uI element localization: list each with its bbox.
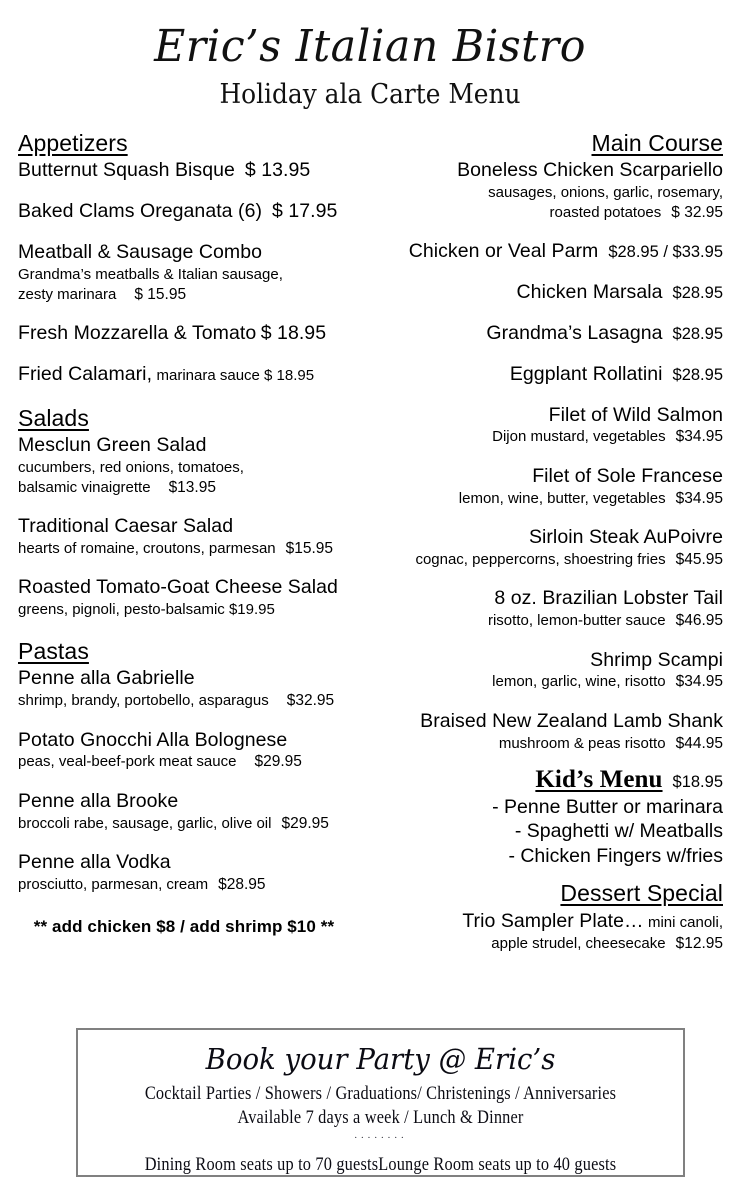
menu-item [374,465,723,509]
item-description-text: lemon, garlic, wine, risotto [492,673,666,691]
dotted-divider: ········ [353,1131,408,1144]
item-name: Eggplant Rollatini [509,362,663,385]
menu-item [18,790,364,834]
item-description: marinara sauce $ 18.95 [156,366,315,384]
section-heading-dessert-special: Dessert Special [560,880,723,907]
item-description-text: shrimp, brandy, portobello, asparagus [18,692,269,710]
item-description-text: apple strudel, cheesecake [491,934,666,952]
item-price: $15.95 [285,539,334,557]
section-heading-appetizers: Appetizers [18,130,128,156]
party-box-line-3: Dining Room seats up to 70 guestsLounge Room seats up to 40 guests [144,1153,617,1175]
menu-item [374,363,723,387]
party-box-line-2: Available 7 days a week / Lunch & Dinner [237,1107,524,1129]
item-description [374,427,723,447]
kids-menu-item: - Chicken Fingers w/fries [508,844,723,867]
item-name: 8 oz. Brazilian Lobster Tail [494,587,723,610]
item-price: $29.95 [254,753,302,771]
menu-item [18,241,364,305]
menu-item [18,515,364,559]
party-box-line-1: Cocktail Parties / Showers / Graduations/ Christenings / Anniversaries [144,1082,617,1104]
item-description [18,814,364,834]
item-name: Trio Sampler Plate… [462,909,644,932]
item-name: Penne alla Gabrielle [18,667,195,690]
item-description: greens, pignoli, pesto-balsamic $19.95 [18,601,275,619]
item-description [374,550,723,570]
item-name: Fried Calamari, [18,362,153,385]
item-description-text: risotto, lemon-butter sauce [487,612,666,630]
item-name: Meatball & Sausage Combo [18,241,263,263]
item-description-line2 [18,285,364,305]
menu-item [374,526,723,570]
item-price: $32.95 [286,692,335,710]
item-name: Roasted Tomato-Goat Cheese Salad [18,576,338,599]
item-price: $44.95 [675,734,723,752]
item-price: $28.95 [672,325,723,344]
item-name: Baked Clams Oreganata (6) [18,200,263,223]
addons-note: ** add chicken $8 / add shrimp $10 ** [33,917,335,937]
item-price: $34.95 [675,428,723,446]
menu-item [18,576,364,620]
item-price: $45.95 [675,550,723,568]
menu-item [18,322,364,346]
item-name: Penne alla Brooke [18,789,179,812]
item-name: Boneless Chicken Scarpariello [457,159,723,182]
section-heading-salads: Salads [18,404,89,431]
item-description-text: lemon, wine, butter, vegetables [458,489,666,507]
kids-menu-item: - Penne Butter or marinara [492,795,723,818]
menu-item [374,240,723,264]
item-description-text: Dijon mustard, vegetables [492,428,666,446]
item-description-text: zesty marinara [18,285,117,303]
item-price: $28.95 [672,284,723,303]
item-name: Chicken or Veal Parm [408,240,599,263]
item-description [374,489,723,509]
menu-item [374,649,723,693]
item-name: Filet of Wild Salmon [548,403,723,426]
dessert-name-line [374,910,723,934]
section-heading-kids-menu: Kid’s Menu [535,766,663,793]
menu-item [18,434,364,498]
item-description: sausages, onions, garlic, rosemary, [488,184,723,202]
menu-item [18,667,364,711]
menu-subtitle: Holiday ala Carte Menu [219,79,521,111]
item-description-text: cognac, peppercorns, shoestring fries [415,550,666,568]
item-name: Traditional Caesar Salad [18,515,234,538]
item-price: $ 15.95 [134,285,187,303]
menu-item [374,159,723,223]
item-price: $ 17.95 [272,200,338,223]
item-name: Penne alla Vodka [18,851,171,874]
item-description [374,672,723,692]
menu-item [18,851,364,895]
item-description-line2 [374,203,723,223]
menu-item [18,729,364,773]
menu-item [18,363,364,387]
item-description: cucumbers, red onions, tomatoes, [18,458,244,476]
item-name: Shrimp Scampi [590,648,723,671]
item-name: Potato Gnocchi Alla Bolognese [18,728,288,751]
item-description [18,752,364,772]
item-price: $13.95 [168,478,216,496]
item-description: mini canoli, [647,913,723,931]
item-name: Chicken Marsala [516,281,663,304]
item-price: $12.95 [675,934,723,952]
left-column [0,130,370,937]
item-price: $ 13.95 [244,159,311,182]
item-price: $29.95 [281,814,329,832]
item-price: $34.95 [675,673,723,691]
item-description [18,539,364,559]
menu-item [374,404,723,448]
item-description-text: peas, veal-beef-pork meat sauce [18,753,237,771]
menu-columns [0,130,740,954]
item-description [374,734,723,754]
item-name: Fresh Mozzarella & Tomato [18,322,257,345]
item-description [18,875,364,895]
section-heading-pastas: Pastas [18,637,89,664]
kids-menu-header [374,766,723,795]
item-price: $ 18.95 [260,322,327,345]
item-price: $34.95 [675,489,723,507]
item-name: Braised New Zealand Lamb Shank [420,709,723,732]
item-description-text: balsamic vinaigrette [18,478,151,496]
masthead [0,0,740,110]
item-price: $46.95 [675,612,723,630]
party-box-title: Book your Party @ Eric’s [205,1042,556,1076]
section-heading-main-course: Main Course [591,130,723,156]
item-description [374,611,723,631]
item-price: $28.95 / $33.95 [608,243,723,262]
menu-item [374,710,723,754]
item-description-line2 [374,934,723,954]
menu-item [374,587,723,631]
item-name: Filet of Sole Francese [532,464,723,487]
item-name: Butternut Squash Bisque [18,159,235,182]
right-column [370,130,740,954]
item-description-text: hearts of romaine, croutons, parmesan [18,539,276,557]
item-description-text: prosciutto, parmesan, cream [18,875,209,893]
item-description-text: roasted potatoes [549,204,662,222]
item-price: $28.95 [218,875,266,893]
item-description-line2 [18,478,364,498]
menu-item [18,200,364,224]
menu-item [374,910,723,954]
menu-item [18,159,364,183]
kids-menu-item: - Spaghetti w/ Meatballs [514,820,723,843]
item-description [18,691,364,711]
item-description-text: mushroom & peas risotto [498,734,666,752]
menu-item [374,281,723,305]
book-party-box [76,1028,685,1177]
kids-menu-price: $18.95 [672,773,723,791]
item-price: $ 32.95 [671,204,723,222]
restaurant-name: Eric’s Italian Bistro [154,21,586,72]
item-description: Grandma’s meatballs & Italian sausage, [18,265,283,283]
item-price: $28.95 [672,365,723,384]
menu-item [374,322,723,346]
item-name: Grandma’s Lasagna [486,322,663,345]
item-name: Sirloin Steak AuPoivre [528,526,723,549]
item-description-text: broccoli rabe, sausage, garlic, olive oil [18,814,272,832]
item-name: Mesclun Green Salad [18,434,207,457]
